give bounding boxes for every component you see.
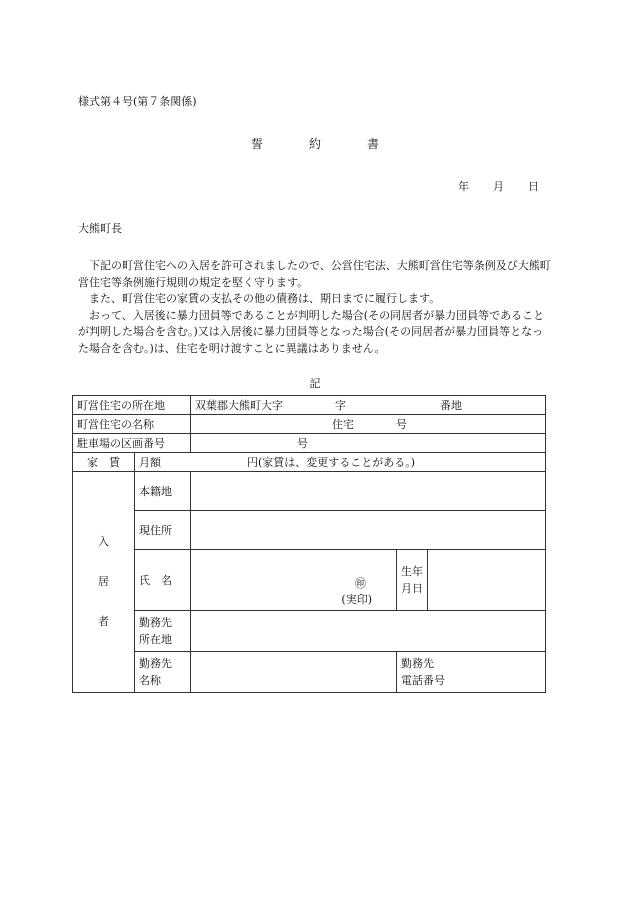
seal-note: (実印) bbox=[341, 593, 372, 606]
work-name-label-line-2: 名称 bbox=[139, 674, 161, 687]
shimei-label: 氏 名 bbox=[135, 550, 191, 611]
row-genjusho bbox=[73, 511, 546, 550]
work-phone-label bbox=[397, 652, 546, 693]
resident-char-3: 者 bbox=[98, 615, 109, 628]
honseki-label: 本籍地 bbox=[135, 472, 191, 511]
location-field[interactable] bbox=[191, 396, 546, 415]
row-work-address bbox=[73, 611, 546, 652]
work-address-label-line-2: 所在地 bbox=[139, 633, 172, 646]
work-phone-label-line-1: 勤務先 bbox=[401, 657, 434, 670]
parking-label: 駐車場の区画番号 bbox=[73, 434, 191, 453]
location-aza: 字 bbox=[335, 399, 346, 412]
resident-label bbox=[73, 472, 135, 693]
resident-char-1: 入 bbox=[98, 535, 109, 548]
work-address-label-line-1: 勤務先 bbox=[139, 616, 172, 629]
oath-paragraph-2: また、町営住宅の家賃の支払その他の債務は、期日までに履行します。 bbox=[89, 292, 441, 305]
location-prefix: 双葉郡大熊町大字 bbox=[195, 399, 283, 412]
work-name-field[interactable] bbox=[191, 652, 397, 693]
document-title bbox=[0, 138, 630, 150]
housing-go: 号 bbox=[396, 418, 407, 431]
oath-body bbox=[78, 258, 553, 357]
genjusho-field[interactable] bbox=[191, 511, 546, 550]
row-work-name bbox=[73, 652, 546, 693]
location-banchi: 番地 bbox=[440, 399, 462, 412]
pledge-form-table bbox=[72, 395, 546, 693]
addressee: 大熊町長 bbox=[78, 222, 122, 235]
date-year: 年 bbox=[458, 180, 469, 193]
date-day: 日 bbox=[528, 180, 539, 193]
birth-label-line-2: 月日 bbox=[401, 582, 423, 595]
rent-label: 家 賃 bbox=[73, 453, 135, 472]
row-shimei bbox=[73, 550, 546, 611]
birth-label bbox=[397, 550, 428, 611]
housing-jutaku: 住宅 bbox=[332, 418, 354, 431]
seal-mark: ㊞ bbox=[355, 577, 366, 590]
birth-label-line-1: 生年 bbox=[401, 565, 423, 578]
rent-field[interactable] bbox=[135, 453, 546, 472]
date-line bbox=[458, 181, 539, 192]
oath-paragraph-3: おって、入居後に暴力団員等であることが判明した場合(その同居者が暴力団員等であることが判明した場合を含む。)又は入居後に暴力団員等となった場合(その同居者が暴力団員等となった場合を含む。)は、住宅を明け渡すことに異議はありません。 bbox=[78, 308, 545, 355]
rent-note: 円(家賃は、変更することがある。) bbox=[247, 456, 416, 469]
housing-name-field[interactable] bbox=[191, 415, 546, 434]
row-housing-name bbox=[73, 415, 546, 434]
title-char-3: 書 bbox=[367, 137, 380, 151]
honseki-field[interactable] bbox=[191, 472, 546, 511]
form-number: 様式第４号(第７条関係) bbox=[78, 95, 197, 108]
work-address-field[interactable] bbox=[191, 611, 546, 652]
resident-char-2: 居 bbox=[98, 575, 109, 588]
row-parking bbox=[73, 434, 546, 453]
ki-heading: 記 bbox=[309, 377, 321, 390]
location-label: 町営住宅の所在地 bbox=[73, 396, 191, 415]
rent-monthly: 月額 bbox=[139, 456, 161, 469]
oath-paragraph-1: 下記の町営住宅への入居を許可されましたので、公営住宅法、大熊町営住宅等条例及び大熊町営住宅等条例施行規則の規定を堅く守ります。 bbox=[78, 259, 551, 289]
row-rent bbox=[73, 453, 546, 472]
title-char-1: 誓 bbox=[250, 137, 263, 151]
title-char-2: 約 bbox=[308, 137, 321, 151]
housing-name-label: 町営住宅の名称 bbox=[73, 415, 191, 434]
parking-field[interactable] bbox=[191, 434, 546, 453]
genjusho-label: 現住所 bbox=[135, 511, 191, 550]
birth-field[interactable] bbox=[428, 550, 546, 611]
shimei-field[interactable] bbox=[191, 550, 397, 611]
work-name-label-line-1: 勤務先 bbox=[139, 657, 172, 670]
work-address-label bbox=[135, 611, 191, 652]
row-location bbox=[73, 396, 546, 415]
work-name-label bbox=[135, 652, 191, 693]
parking-go: 号 bbox=[297, 437, 308, 450]
work-phone-label-line-2: 電話番号 bbox=[401, 674, 445, 687]
date-month: 月 bbox=[493, 180, 504, 193]
row-honseki bbox=[73, 472, 546, 511]
